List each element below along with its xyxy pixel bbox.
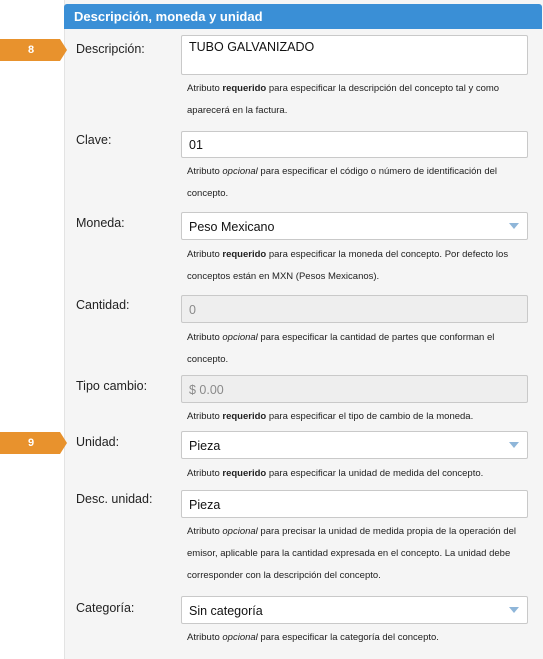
moneda-selected-value: Peso Mexicano — [189, 220, 275, 234]
unidad-selected-value: Pieza — [189, 439, 221, 453]
clave-label: Clave: — [76, 133, 112, 147]
categoria-help: Atributo opcional para especificar la categoría del concepto. — [187, 632, 439, 643]
cantidad-input[interactable]: 0 — [181, 295, 528, 323]
descripcion-textarea[interactable]: TUBO GALVANIZADO — [181, 35, 528, 75]
desc-unidad-input[interactable]: Pieza — [181, 490, 528, 518]
clave-input[interactable]: 01 — [181, 131, 528, 158]
descripcion-help: Atributo requerido para especificar la descripción del concepto tal y como aparecerá en la factura. — [187, 83, 500, 116]
chevron-down-icon — [509, 607, 519, 613]
moneda-help: Atributo requerido para especificar la moneda del concepto. Por defecto los conceptos están en MXN (Pesos Mexicanos). — [187, 249, 509, 282]
unidad-help: Atributo requerido para especificar la unidad de medida del concepto. — [187, 468, 484, 479]
categoria-select[interactable] — [181, 596, 528, 624]
categoria-selected-value: Sin categoría — [189, 604, 263, 618]
step-badge-9: 9 — [0, 432, 60, 454]
moneda-select[interactable] — [181, 212, 528, 240]
chevron-down-icon — [509, 442, 519, 448]
step-badge-8: 8 — [0, 39, 60, 61]
section-header: Descripción, moneda y unidad — [64, 4, 542, 29]
desc-unidad-help: Atributo opcional para precisar la unidad de medida propia de la operación del emisor, aplicable para la cantidad expresada en el concepto. La unidad debe corresponder con la descripción del concepto. — [187, 526, 517, 581]
clave-help: Atributo opcional para especificar el código o número de identificación del concepto. — [187, 166, 498, 199]
tipo-cambio-label: Tipo cambio: — [76, 379, 148, 393]
unidad-select[interactable] — [181, 431, 528, 459]
cantidad-help: Atributo opcional para especificar la cantidad de partes que conforman el concepto. — [187, 332, 495, 365]
unidad-label: Unidad: — [76, 435, 120, 449]
moneda-label: Moneda: — [76, 216, 125, 230]
tipo-cambio-help: Atributo requerido para especificar el tipo de cambio de la moneda. — [187, 411, 474, 422]
desc-unidad-label: Desc. unidad: — [76, 492, 153, 506]
descripcion-label: Descripción: — [76, 42, 145, 56]
cantidad-label: Cantidad: — [76, 298, 130, 312]
tipo-cambio-input[interactable]: $ 0.00 — [181, 375, 528, 403]
categoria-label: Categoría: — [76, 601, 135, 615]
chevron-down-icon — [509, 223, 519, 229]
